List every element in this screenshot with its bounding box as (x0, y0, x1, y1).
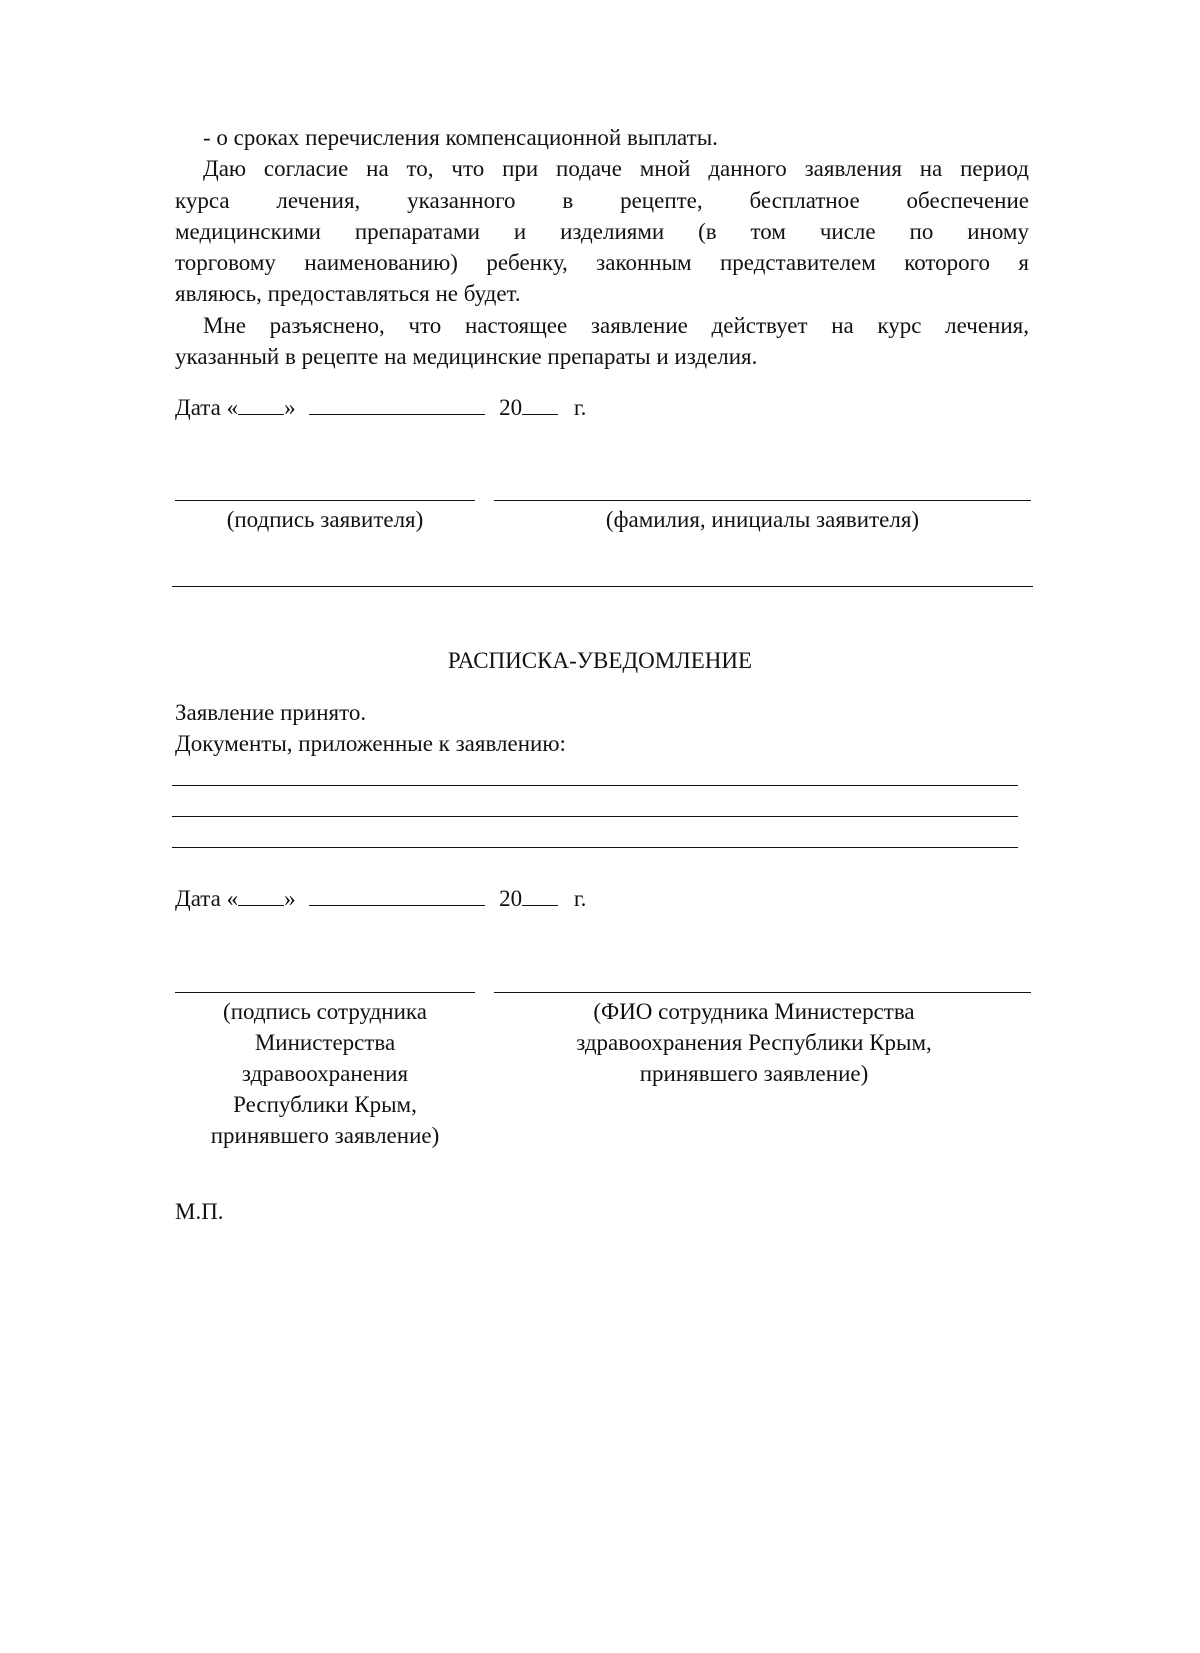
documents-line-3[interactable] (172, 847, 1018, 848)
staff-signature-line[interactable] (175, 992, 475, 993)
staff-name-line[interactable] (494, 992, 1031, 993)
date-label: Дата « (175, 886, 239, 911)
staff-signature-caption (175, 996, 475, 1151)
date-close-quote: » (284, 886, 296, 911)
day-field[interactable] (238, 883, 284, 906)
stamp-place-label: М.П. (175, 1199, 224, 1224)
staff-signature-caption-line-3: здравоохранения (241, 1061, 409, 1086)
documents-line-1[interactable] (172, 785, 1018, 786)
receipt-accepted: Заявление принято. (175, 700, 367, 725)
year-field[interactable] (522, 883, 558, 906)
intro-last-item: - о сроках перечисления компенсационной выплаты. (203, 125, 718, 150)
staff-name-caption-line-2: здравоохранения Республики Крым, (576, 1030, 932, 1055)
staff-signature-caption-line-5: принявшего заявление) (210, 1123, 440, 1148)
year-prefix: 20 (499, 886, 523, 911)
consent-line-3: медицинскими препаратами и изделиями (в том числе по иному (175, 219, 1029, 244)
explained-line-2: указанный в рецепте на медицинские препараты и изделия. (175, 344, 758, 369)
consent-line-5: являюсь, предоставляться не будет. (175, 281, 521, 306)
year-suffix: г. (573, 395, 587, 420)
day-field[interactable] (238, 392, 284, 415)
consent-line-4: торговому наименованию) ребенку, законным представителем которого я (175, 250, 1029, 275)
staff-name-caption-line-3: принявшего заявление) (639, 1061, 869, 1086)
year-prefix: 20 (499, 395, 523, 420)
date-label: Дата « (175, 395, 239, 420)
month-field[interactable] (309, 392, 485, 415)
staff-signature-caption-line-1: (подпись сотрудника (223, 999, 427, 1024)
year-suffix: г. (573, 886, 587, 911)
consent-line-1: Даю согласие на то, что при подаче мной данного заявления на период (203, 156, 1029, 181)
staff-name-caption (494, 996, 1014, 1089)
applicant-date-row (175, 392, 586, 423)
applicant-name-caption: (фамилия, инициалы заявителя) (605, 507, 920, 532)
receipt-title: РАСПИСКА-УВЕДОМЛЕНИЕ (447, 648, 753, 673)
applicant-signature-line[interactable] (175, 500, 475, 501)
staff-signature-caption-line-4: Республики Крым, (233, 1092, 417, 1117)
date-close-quote: » (284, 395, 296, 420)
year-field[interactable] (522, 392, 558, 415)
explained-line-1: Мне разъяснено, что настоящее заявление действует на курс лечения, (203, 313, 1029, 338)
staff-date-row (175, 883, 586, 914)
month-field[interactable] (309, 883, 485, 906)
consent-line-2: курса лечения, указанного в рецепте, бесплатное обеспечение (175, 188, 1029, 213)
staff-name-caption-line-1: (ФИО сотрудника Министерства (593, 999, 915, 1024)
receipt-documents-label: Документы, приложенные к заявлению: (175, 731, 566, 756)
applicant-signature-caption: (подпись заявителя) (226, 507, 424, 532)
applicant-name-line[interactable] (494, 500, 1031, 501)
section-separator (172, 586, 1033, 587)
documents-line-2[interactable] (172, 816, 1018, 817)
staff-signature-caption-line-2: Министерства (254, 1030, 396, 1055)
